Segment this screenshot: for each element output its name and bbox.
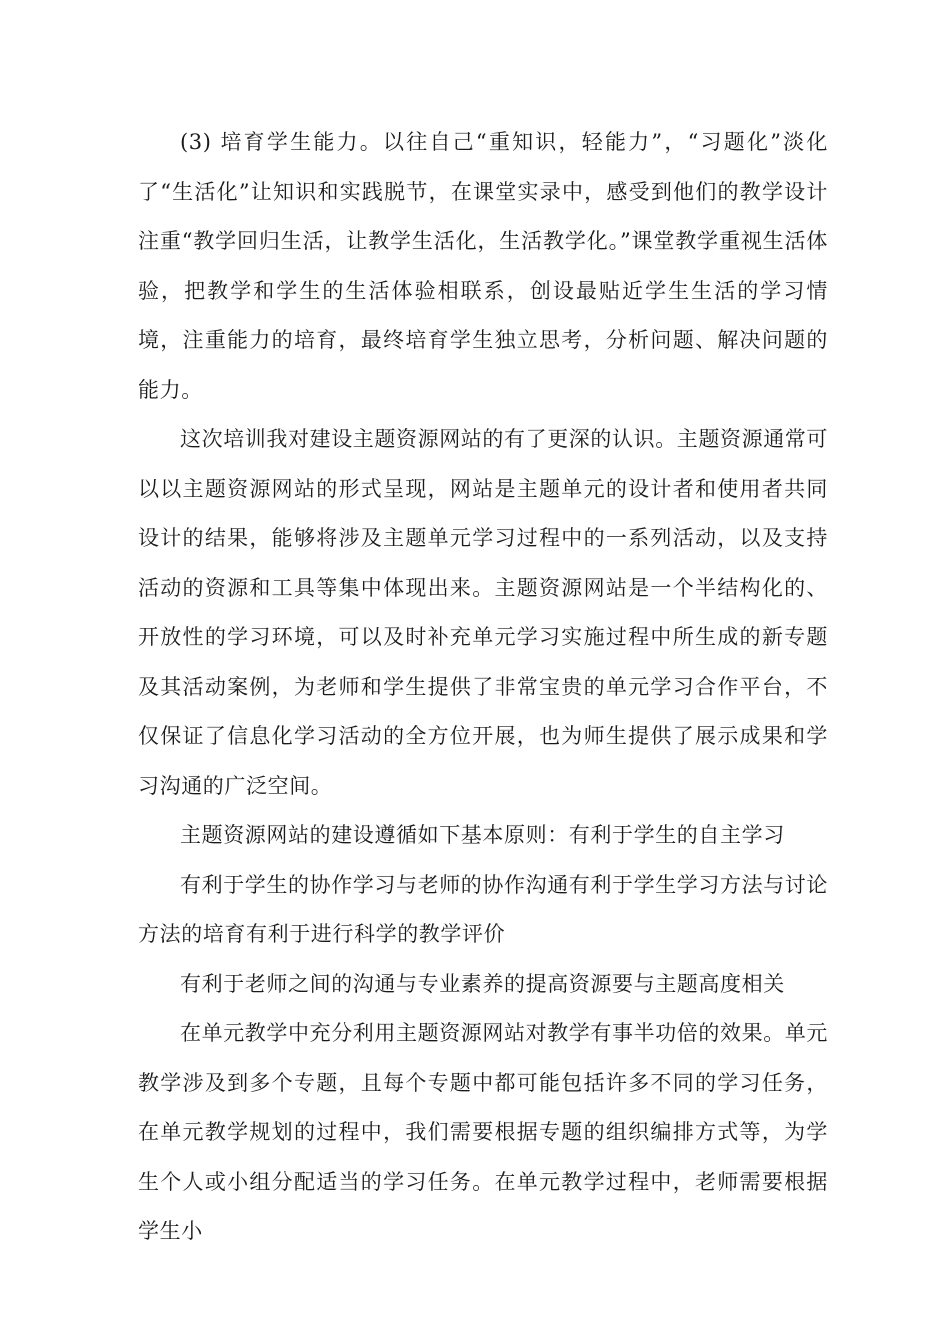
paragraph-collaboration: 有利于学生的协作学习与老师的协作沟通有利于学生学习方法与讨论方法的培育有利于进行科学的教学评价 [138, 872, 828, 946]
document-body [138, 118, 828, 1257]
paragraph-ability-cultivation: (3) 培育学生能力。以往自己“重知识，轻能力”，“习题化”淡化了“生活化”让知识和实践脱节，在课堂实录中，感受到他们的教学设计注重“教学回归生活，让教学生活化，生活教学化。”课堂教学重视生活体验，把教学和学生的生活体验相联系，创设最贴近学生生活的学习情境，注重能力的培育，最终培育学生独立思考，分析问题、解决问题的能力。 [138, 130, 828, 402]
paragraph-principles: 主题资源网站的建设遵循如下基本原则：有利于学生的自主学习 [180, 823, 785, 847]
paragraph-unit-teaching: 在单元教学中充分利用主题资源网站对教学有事半功倍的效果。单元教学涉及到多个专题，且每个专题中都可能包括许多不同的学习任务，在单元教学规划的过程中，我们需要根据专题的组织编排方式等，为学生个人或小组分配适当的学习任务。在单元教学过程中，老师需要根据学生小 [138, 1021, 828, 1243]
paragraph-resource-website: 这次培训我对建设主题资源网站的有了更深的认识。主题资源通常可以以主题资源网站的形式呈现，网站是主题单元的设计者和使用者共同设计的结果，能够将涉及主题单元学习过程中的一系列活动，以及支持活动的资源和工具等集中体现出来。主题资源网站是一个半结构化的、开放性的学习环境，可以及时补充单元学习实施过程中所生成的新专题及其活动案例，为老师和学生提供了非常宝贵的单元学习合作平台，不仅保证了信息化学习活动的全方位开展，也为师生提供了展示成果和学习沟通的广泛空间。 [138, 427, 828, 798]
paragraph-teacher-communication: 有利于老师之间的沟通与专业素养的提高资源要与主题高度相关 [180, 971, 785, 996]
